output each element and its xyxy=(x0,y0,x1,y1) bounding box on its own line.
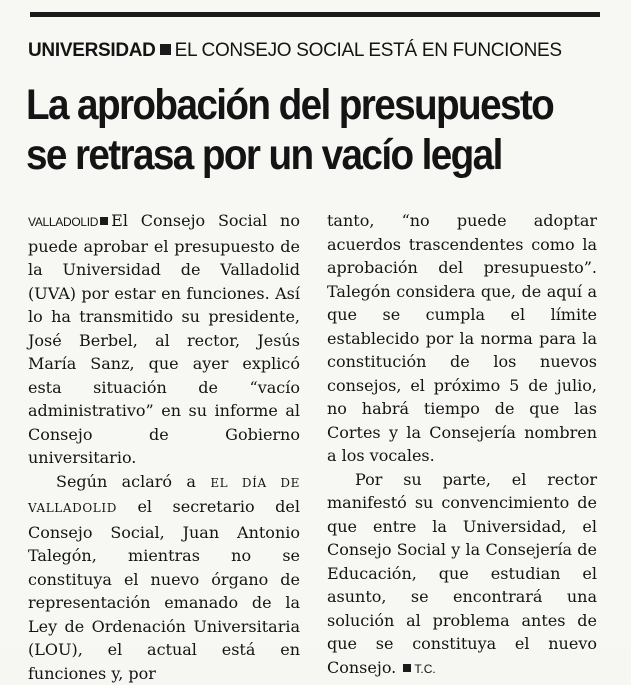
paragraph-2-rest-a: el secretario del Consejo Social, Juan Antonio Talegón, mientras no se constituya el nuevo órgano de representación emanado de la Ley de Ordenación Universitaria (LOU), el actual está en funciones y, por xyxy=(28,497,300,683)
kicker-section: UNIVERSIDAD xyxy=(28,40,156,61)
kicker xyxy=(28,40,598,62)
paragraph-3 xyxy=(327,468,597,682)
signature: T.C. xyxy=(414,662,435,676)
paragraph-1 xyxy=(28,209,300,470)
headline-line-1: La aprobación del presupuesto xyxy=(26,80,548,130)
paragraph-2-continued xyxy=(327,209,597,468)
column-right xyxy=(327,209,597,681)
square-bullet-icon xyxy=(160,44,171,55)
top-rule xyxy=(30,12,600,17)
paragraph-2-start: Según aclaró a xyxy=(56,472,196,491)
paragraph-2-rest-b: tanto, “no puede adoptar acuerdos trascendentes como la aprobación del presupuesto”. Talegón considera que, de aquí a que se cumpla el límite establecido por la norma para la constitución de los nuevos consejos, el próximo 5 de julio, no habrá tiempo de que las Cortes y la Consejería nombren a los vocales. xyxy=(327,211,597,465)
column-left xyxy=(28,209,300,685)
kicker-topic: EL CONSEJO SOCIAL ESTÁ EN FUNCIONES xyxy=(175,40,562,61)
newspaper-name: EL DÍA DE VALLADOLID xyxy=(28,476,300,516)
square-bullet-icon xyxy=(100,217,108,225)
square-bullet-icon xyxy=(403,664,411,672)
headline-line-2: se retrasa por un vacío legal xyxy=(26,130,548,180)
headline xyxy=(26,80,548,180)
paragraph-3-text: Por su parte, el rector manifestó su convencimiento de que entre la Universidad, el Consejo Social y la Consejería de Educación, que estudian el asunto, se encontrará una solución al problema antes de que se constituya el nuevo Consejo. xyxy=(327,470,597,677)
paragraph-2 xyxy=(28,470,300,685)
dateline: VALLADOLID xyxy=(28,215,98,229)
paragraph-1-text: El Consejo Social no puede aprobar el presupuesto de la Universidad de Valladolid (UVA) por estar en funciones. Así lo ha transmitido su presidente, José Berbel, al rector, Jesús María Sanz, que ayer explicó esta situación de “vacío administrativo” en su informe al Consejo de Gobierno universitario. xyxy=(28,211,300,467)
